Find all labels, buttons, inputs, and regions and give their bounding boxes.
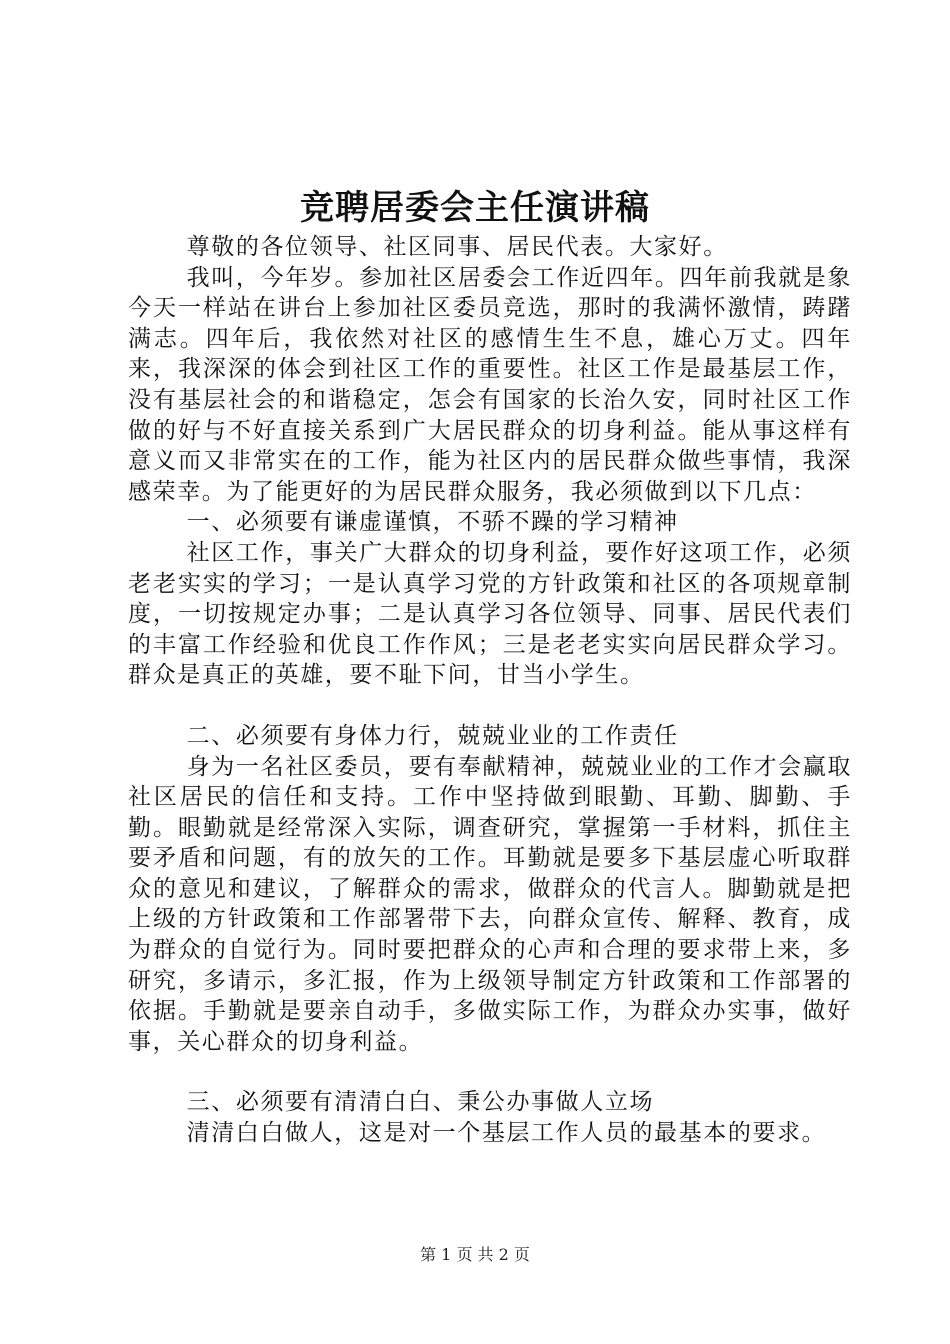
document-body [128, 232, 852, 1149]
section-paragraph-2: 身为一名社区委员，要有奉献精神，兢兢业业的工作才会赢取社区居民的信任和支持。工作中坚持做到眼勤、耳勤、脚勤、手勤。眼勤就是经常深入实际，调查研究，掌握第一手材料，抓住主要矛盾和问题，有的放矢的工作。耳勤就是要多下基层虚心听取群众的意见和建议，了解群众的需求，做群众的代言人。脚勤就是把上级的方针政策和工作部署带下去，向群众宣传、解释、教育，成为群众的自觉行为。同时要把群众的心声和合理的要求带上来，多研究，多请示，多汇报，作为上级领导制定方针政策和工作部署的依据。手勤就是要亲自动手，多做实际工作，为群众办实事，做好事，关心群众的切身利益。 [128, 753, 852, 1055]
section-paragraph-1: 社区工作，事关广大群众的切身利益，要作好这项工作，必须老老实实的学习；一是认真学习党的方针政策和社区的各项规章制度，一切按规定办事；二是认真学习各位领导、同事、居民代表们的丰富工作经验和优良工作作风；三是老老实实向居民群众学习。群众是真正的英雄，要不耻下问，甘当小学生。 [128, 539, 852, 689]
document-title: 竞聘居委会主任演讲稿 [300, 188, 650, 228]
section-paragraph-3: 清清白白做人，这是对一个基层工作人员的最基本的要求。 [186, 1120, 827, 1147]
section-heading-2: 二、必须要有身体力行，兢兢业业的工作责任 [186, 722, 679, 749]
greeting-paragraph: 尊敬的各位领导、社区同事、居民代表。大家好。 [186, 234, 728, 260]
introduction-paragraph: 我叫，今年岁。参加社区居委会工作近四年。四年前我就是象今天一样站在讲台上参加社区委员竞选，那时的我满怀激情，踌躇满志。四年后，我依然对社区的感情生生不息，雄心万丈。四年来，我深深的体会到社区工作的重要性。社区工作是最基层工作，没有基层社会的和谐稳定，怎会有国家的长治久安，同时社区工作做的好与不好直接关系到广大居民群众的切身利益。能从事这样有意义而又非常实在的工作，能为社区内的居民群众做些事情，我深感荣幸。为了能更好的为居民群众服务，我必须做到以下几点： [128, 264, 852, 505]
section-heading-1: 一、必须要有谦虚谨慎，不骄不躁的学习精神 [186, 509, 679, 536]
page-number-footer: 第 1 页 共 2 页 [420, 1245, 530, 1264]
section-heading-3: 三、必须要有清清白白、秉公办事做人立场 [186, 1089, 655, 1116]
